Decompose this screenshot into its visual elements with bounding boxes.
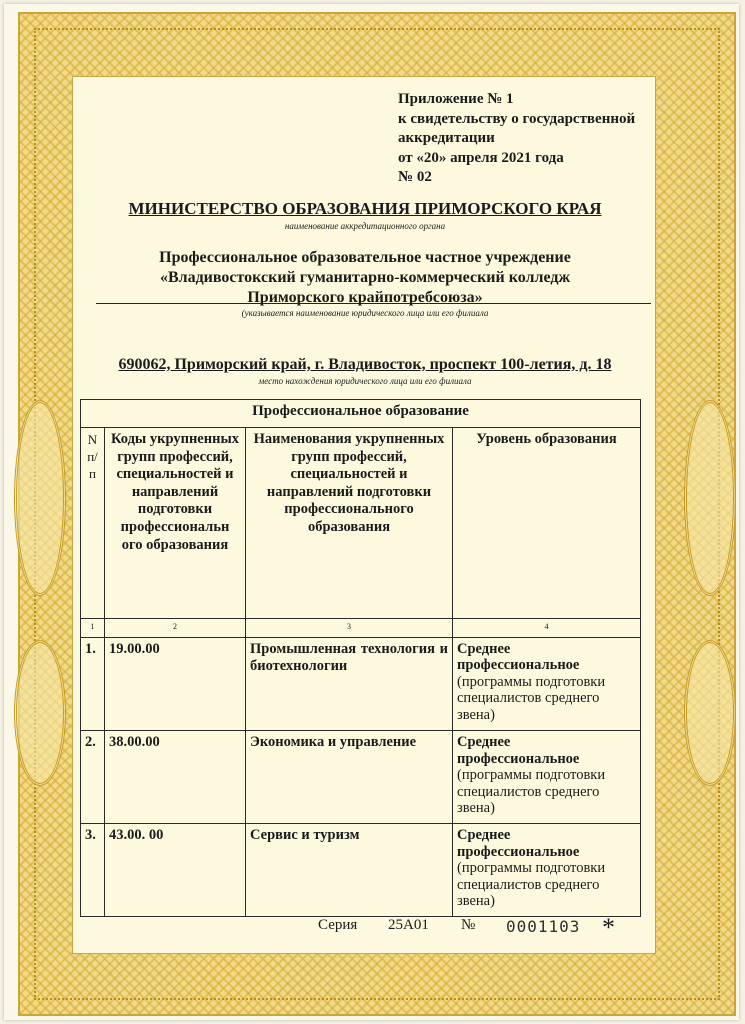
level-program: (программы подготовки специалистов среднего звена): [457, 673, 606, 723]
organization-underline: [96, 303, 651, 304]
table-row: [81, 731, 641, 824]
header-num: N п/п: [81, 428, 105, 619]
appendix-line: № 02: [398, 169, 432, 185]
asterisk-mark: *: [602, 913, 615, 942]
appendix-line: аккредитации: [398, 130, 495, 146]
blank-number: 0001103: [506, 917, 581, 936]
series-label: Серия: [318, 917, 358, 933]
address-caption: место нахождения юридического лица или его филиала: [258, 376, 472, 386]
left-ornament: [14, 400, 66, 596]
address-text: 690062, Приморский край, г. Владивосток, проспект 100-летия, д. 18: [118, 356, 612, 373]
column-number: 2: [105, 619, 246, 638]
organization-line: Профессиональное образовательное частное учреждение: [159, 249, 571, 266]
row-name: Сервис и туризм: [246, 824, 453, 917]
level-program: (программы подготовки специалистов среднего звена): [457, 860, 606, 910]
level-title: Среднее профессиональное: [457, 734, 580, 767]
appendix-line: к свидетельству о государственной: [398, 110, 636, 127]
column-number: 1: [81, 619, 105, 638]
programs-table: [80, 399, 641, 917]
level-title: Среднее профессиональное: [457, 640, 580, 674]
left-ornament-lower: [14, 640, 66, 786]
series-value: 25А01: [388, 917, 429, 933]
organization-caption: (указывается наименование юридического лица или его филиала: [241, 308, 489, 318]
header-codes: Коды укрупненных групп профессий, специальностей и направлений подготовки профессиональн ого образования: [105, 428, 246, 619]
organization-name: [76, 248, 654, 308]
row-number: 3.: [81, 824, 105, 917]
row-number: 2.: [81, 731, 105, 824]
table-row: [81, 824, 641, 917]
column-number: 4: [453, 619, 641, 638]
header-names: Наименования укрупненных групп профессий, специальностей и направлений подготовки профессионального образования: [246, 428, 453, 619]
row-code: 43.00. 00: [105, 824, 246, 917]
row-level: [453, 731, 641, 824]
appendix-line: Приложение № 1: [398, 91, 514, 107]
appendix-block: [398, 90, 658, 188]
right-ornament: [684, 400, 736, 596]
table-title: Профессиональное образование: [81, 400, 641, 428]
row-name: Экономика и управление: [246, 731, 453, 824]
row-code: 38.00.00: [105, 731, 246, 824]
column-number: 3: [246, 619, 453, 638]
number-label: №: [461, 917, 476, 933]
row-level: [453, 824, 641, 917]
right-ornament-lower: [684, 640, 736, 786]
ministry-caption: наименование аккредитационного органа: [284, 221, 446, 231]
row-name: Промышленная технология и биотехнологии: [246, 637, 453, 730]
row-number: 1.: [81, 637, 105, 730]
table-row: [81, 637, 641, 730]
organization-line: Приморского крайпотребсоюза»: [247, 289, 483, 306]
ministry-name: МИНИСТЕРСТВО ОБРАЗОВАНИЯ ПРИМОРСКОГО КРАЯ: [128, 199, 602, 218]
level-program: (программы подготовки специалистов среднего звена): [457, 767, 606, 817]
appendix-line: от «20» апреля 2021 года: [398, 149, 564, 166]
header-level: Уровень образования: [453, 428, 641, 619]
row-code: 19.00.00: [105, 637, 246, 730]
level-title: Среднее профессиональное: [457, 827, 580, 860]
row-level: [453, 637, 641, 730]
organization-line: «Владивостокский гуманитарно-коммерческий колледж: [159, 269, 571, 286]
